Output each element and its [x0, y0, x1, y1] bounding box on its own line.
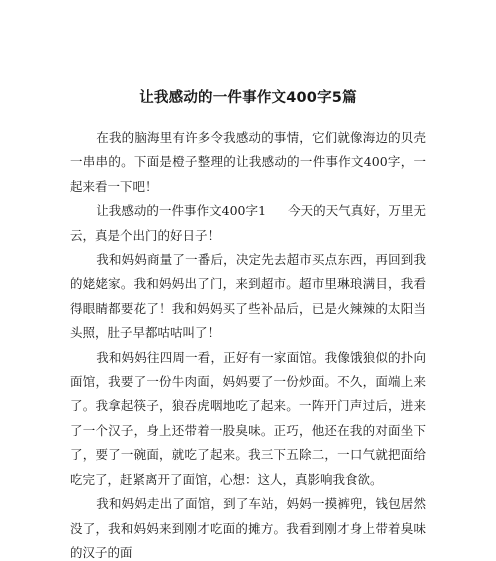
essay-paragraph: 我和妈妈往四周一看，正好有一家面馆。我像饿狼似的扑向面馆，我要了一份牛肉面，妈妈要了一份炒面。不久，面端上来了。我拿起筷子，狼吞虎咽地吃了起来。一阵开门声过后，进来了一个汉子，身上还带着一股臭味。正巧，他还在我的对面坐下了，要了一碗面，就吃了起来。我三下五除二，一口气就把面给吃完了，赶紧离开了面馆，心想：这人，真影响我食欲。 [70, 349, 426, 487]
essay-1-heading: 让我感动的一件事作文400字1 [96, 203, 267, 219]
essay-1-first-line: 今天的天气真好，万里无云，真是个出门的好日子！ [70, 203, 426, 243]
essay-paragraph: 我和妈妈走出了面馆，到了车站，妈妈一摸裤兜，钱包居然没了，我和妈妈来到刚才吃面的摊方。我看到刚才身上带着臭味的汉子的面 [70, 496, 426, 560]
page-title: 让我感动的一件事作文400字5篇 [139, 90, 357, 106]
essay-1-opening-paragraph [70, 199, 426, 248]
essay-paragraph: 我和妈妈商量了一番后，决定先去超市买点东西，再回到我的姥姥家。我和妈妈出了门，来到超市。超市里琳琅满目，我看得眼睛都要花了！我和妈妈买了些补品后，已是火辣辣的太阳当头照，肚子早都咕咕叫了！ [70, 252, 426, 341]
article-body [70, 126, 426, 561]
intro-paragraph: 在我的脑海里有许多令我感动的事情，它们就像海边的贝壳一串串的。下面是橙子整理的让我感动的一件事作文400字，一起来看一下吧！ [70, 130, 426, 194]
